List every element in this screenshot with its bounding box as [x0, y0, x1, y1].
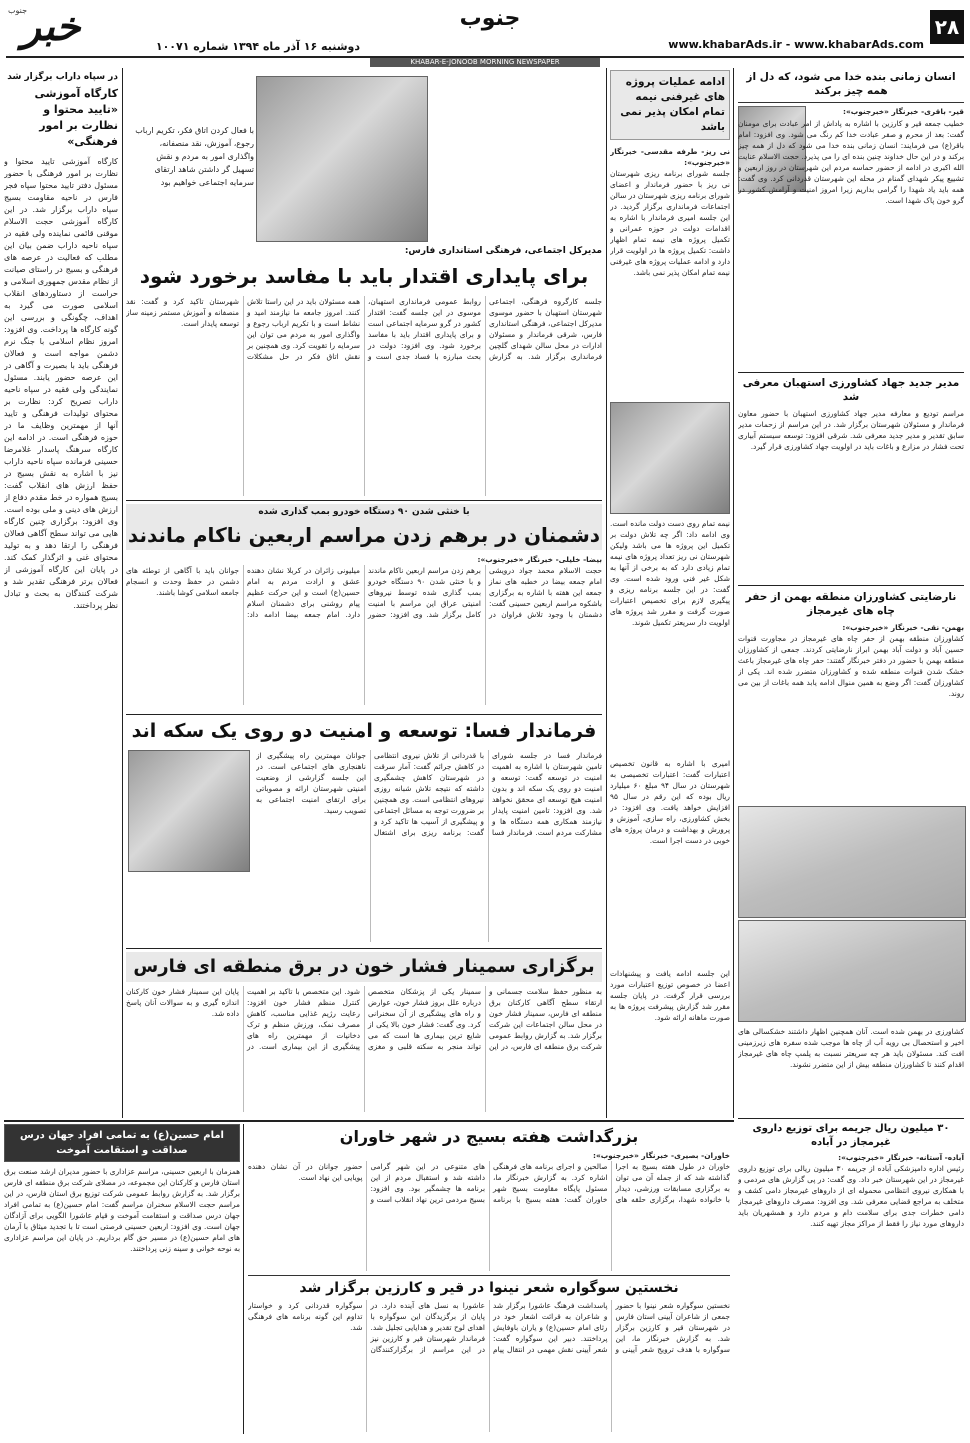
left-title: کارگاه آموزشی «تایید محتوا و نظارت بر امور فرهنگی»: [34, 87, 118, 148]
divider: [738, 585, 964, 586]
right-article-4: [738, 1122, 964, 1434]
website-line: www.khabarAds.ir - www.khabarAds.com: [668, 38, 924, 51]
right-article-2-title: مدیر جدید جهاد کشاورزی استهبان معرفی شد: [742, 377, 960, 403]
divider: [738, 372, 964, 373]
right-article-3-lead: بهمن- نقی- خبرنگار «خبرجنوب»:: [842, 623, 964, 632]
bottom-left-article: [4, 1124, 240, 1434]
bottom-mid-title: بزرگداشت هفته بسیج در شهر خاوران: [339, 1127, 639, 1146]
col-divider: [243, 1124, 244, 1434]
right-article-3-title: نارضایتی کشاورزان منطقه بهمن از حفر چاه های غیرمجاز: [745, 591, 957, 617]
col-divider: [733, 68, 734, 1118]
masthead-logo: [6, 4, 96, 58]
bottom-mid-body-2: نخستین سوگواره شعر نینوا با حضور جمعی از شاعران آیینی استان فارس در شهرستان قیر و کارزین برگزار شد. به گزارش خبرنگار ما، این سوگواره با هدف ترویج شعر آیینی و پاسداشت فرهنگ عاشورا برگزار شد و شاعران به قرائت اشعار خود در رثای امام حسین(ع) و یاران باوفایش پرداختند. دبیر این سوگواره گفت: شعر آیینی نقش مهمی در انتقال پیام عاشورا به نسل های آینده دارد. در پایان از برگزیدگان این سوگواره با اهدای لوح تقدیر و هدایایی تجلیل شد. فرماندار شهرستان قیر و کارزین نیز در این مراسم از برگزارکنندگان سوگواره قدردانی کرد و خواستار تداوم این گونه برنامه های فرهنگی شد.: [248, 1301, 730, 1354]
divider: [126, 948, 602, 949]
story-2-kicker-band: [126, 504, 602, 520]
right-article-4-title: ۳۰ میلیون ریال جریمه برای توزیع داروی غیرمجاز در آباده: [752, 1123, 950, 1148]
header: [0, 0, 970, 66]
divider: [126, 500, 602, 501]
official-photo: [256, 76, 428, 242]
right-article-2: [738, 376, 964, 491]
story-3: [126, 716, 602, 946]
right-article-1-title: انسان زمانی بنده خدا می شود، که دل از همه چیز برکند: [738, 70, 964, 103]
col2-body3: امیری با اشاره به قانون تخصیص اعتبارات گفت: اعتبارات تخصیصی به شهرستان در سال ۹۴ مبلغ ۶۰ میلیارد ریال بوده که این رقم در سال ۹۵ افزایش خواهد یافت. وی افزود: در بخش کشاورزی، راه سازی، آموزش و پرورش و بهداشت و درمان پروژه های خوبی در دست اجرا است.: [610, 759, 730, 845]
right-article-1-body: خطیب جمعه قیر و کارزین با اشاره به پاداش از امر عبادت برای مومنان گفت: بعد از محرم و صفر عبادت خدا کم رنگ می شود. وی افزود: امام باقر(ع) می فرمایند: انسان زمانی بنده خدا می شود که دل از همه چیز برکند و در این حال خداوند چنین بنده ای را می پذیرد. حجت الاسلام عنایت الله اکبری در ادامه از حضور حماسه مردم این شهرستان در روز اربعین و تشییع پیکر شهدای گمنام در محله این شهرستان قدردانی کرد. وی گفت: همه باید یاد شهدا را گرامی بداریم زیرا امروز امنیت و آرامش کشور در گرو خون پاک شهدا است.: [738, 119, 964, 205]
bottom-left-title-box: [4, 1124, 240, 1162]
story-4: [126, 952, 602, 1118]
story-2-kicker: با خنثی شدن ۹۰ دستگاه خودرو بمب گذاری شده: [258, 507, 470, 517]
right-article-3-body2: کشاورزی در بهمن شده است. آنان همچنین اظهار داشتند خشکسالی های اخیر و استحصال بی رویه آب از چاه ها موجب شده سفره های زیرزمینی افت کند. مسئولان باید هر چه سریعتر نسبت به پلمپ چاه های غیرمجاز اقدام کنند تا کشاورزان منطقه بیش از این متضرر نشوند.: [738, 1027, 964, 1069]
date-line: دوشنبه ۱۶ آذر ماه ۱۳۹۴ شماره ۱۰۰۷۱: [155, 40, 360, 53]
governor-photo: [610, 402, 730, 514]
farm-photo-1: [738, 806, 966, 918]
story-3-headline: فرماندار فسا: توسعه و امنیت دو روی یک سکه اند: [131, 720, 597, 742]
page-number: ۲۸: [930, 10, 964, 44]
lead-body: جلسه کارگروه فرهنگی، اجتماعی شهرستان استهبان با حضور موسوی مدیرکل اجتماعی، فرهنگی استانداری فارس، شرقی فرماندار و مسئولان ادارات در محل سالن شهدای گلچین فرمانداری برگزار شد. به گزارش روابط عمومی فرمانداری استهبان، موسوی در این جلسه گفت: اقتدار کشور در گرو سرمایه اجتماعی است و برای پایداری اقتدار باید با مفاسد برخورد شود. وی افزود: دولت در بحث مبارزه با فساد جدی است و همه مسئولان باید در این راستا تلاش کنند. امروز جامعه ما نیازمند امید و نشاط است و با تکریم ارباب رجوع و واگذاری امور به مردم می توان این سرمایه را تقویت کرد. وی همچنین بر نقش اتاق فکر در حل مشکلات شهرستان تاکید کرد و گفت: نقد منصفانه و آموزش مستمر زمینه ساز توسعه پایدار است.: [126, 297, 602, 361]
bottom-mid-lead: خاوران- بصیری- خبرنگار «خبرجنوب»:: [593, 1151, 730, 1160]
col2-body2: نیمه تمام روی دست دولت مانده است. وی ادامه داد: اگر چه تلاش دولت بر تکمیل این پروژه ها می باشد ولیکن شهرستان نی ریز تعداد پروژه های نیمه تمام زیادی دارد که به برخی از آنها به شکل غیر فنی ورود شده است. وی گفت: در این جلسه برنامه ریزی و پیگیری لازم برای تخصیص اعتبارات صورت گرفت و مقرر شد پروژه های اولویت دار سریعتر تکمیل شوند.: [610, 519, 730, 627]
col-divider: [606, 68, 607, 1118]
col2-body4: این جلسه ادامه یافت و پیشنهادات اعضا در خصوص توزیع اعتبارات مورد بررسی قرار گرفت. در پایان جلسه مقرر شد گزارش پیشرفت پروژه ها به صورت ماهانه ارائه شود.: [610, 969, 730, 1022]
right-article-1-lead: قیر- باقری- خبرنگار «خبرجنوب»:: [843, 107, 964, 116]
left-body: کارگاه آموزشی تایید محتوا و نظارت بر امور فرهنگی با حضور مسئول دفتر تایید محتوا سپاه فجر فارس در ناحیه مقاومت بسیج سپاه داراب برگزار شد. در این کارگاه آموزشی حجت الاسلام موقنی قائمی نماینده ولی فقیه در سپاه ناحیه داراب ضمن بیان این مطلب که فعالیت در عرصه های فرهنگی و بسیج در راستای صیانت از نظام مقدس جمهوری اسلامی و حراست از دستاوردهای انقلاب اسلامی صورت می گیرد به اهداف، چگونگی و بررسی این گونه کارگاه ها پرداخت. وی افزود: امروز نظام اسلامی با جنگ نرم دشمن مواجه است و فعالان فرهنگی باید با بصیرت و آگاهی در این عرصه حضور یابند. مسئول نمایندگی ولی فقیه در سپاه ناحیه داراب تصریح کرد: نظارت بر محتوای تولیدات فرهنگی و تایید آنها از مهمترین وظایف ما در حوزه فرهنگی است. در ادامه این کارگاه سرهنگ پاسدار غلامرضا حسینی فرمانده سپاه ناحیه داراب نیز با اشاره به نقش بسیج در حفظ ارزش های انقلاب گفت: بسیج همواره در خط مقدم دفاع از ارزش های دینی و ملی بوده است. وی افزود: برگزاری چنین کارگاه هایی می تواند سطح آگاهی فعالان فرهنگی را ارتقا دهد و به تولید محتوای غنی و اثرگذار کمک کند. در پایان این کارگاه آموزشی از فعالان برتر فرهنگی تقدیر شد و شرکت کنندگان به بحث و تبادل نظر پرداختند.: [4, 157, 118, 610]
story-4-body: به منظور حفظ سلامت جسمانی و ارتقاء سطح آگاهی کارکنان برق منطقه ای فارس، سمینار فشار خون در محل سالن اجتماعات این شرکت برگزار شد. به گزارش روابط عمومی شرکت برق منطقه ای فارس، در این سمینار یکی از پزشکان متخصص درباره علل بروز فشار خون، عوارض و راه های پیشگیری از آن سخنرانی کرد. وی گفت: فشار خون بالا یکی از شایع ترین بیماری ها است که می تواند منجر به سکته قلبی و مغزی شود. این متخصص با تاکید بر اهمیت کنترل منظم فشار خون افزود: رعایت رژیم غذایی مناسب، کاهش مصرف نمک، ورزش منظم و ترک دخانیات از مهمترین راه های پیشگیری از این بیماری است. در پایان این سمینار فشار خون کارکنان اندازه گیری و به سوالات آنان پاسخ داده شد.: [126, 987, 602, 1051]
bottom-mid-title-2: نخستین سوگواره شعر نینوا در قیر و کارزین برگزار شد: [248, 1275, 730, 1300]
bottom-rule: [4, 1120, 734, 1122]
story-2-body: حجت الاسلام محمد جواد درویشی امام جمعه بیضا در خطبه های نماز جمعه این هفته با اشاره به برگزاری باشکوه مراسم اربعین حسینی گفت: دشمنان با وجود تلاش فراوان در برهم زدن مراسم اربعین ناکام ماندند و با خنثی شدن ۹۰ دستگاه خودرو بمب گذاری شده توسط نیروهای امنیتی عراق این مراسم با امنیت کامل برگزار شد. وی افزود: حضور میلیونی زائران در کربلا نشان دهنده عشق و ارادت مردم به امام حسین(ع) است و این حرکت عظیم پیام روشنی برای دشمنان اسلام دارد. امام جمعه بیضا ادامه داد: جوانان باید با آگاهی از توطئه های دشمن در حفظ وحدت و انسجام جامعه اسلامی کوشا باشند.: [126, 566, 602, 619]
story-2: [126, 504, 602, 712]
col2-article: [610, 70, 730, 1115]
bottom-mid-article: [248, 1124, 730, 1434]
bottom-left-title: امام حسین(ع) به تمامی افراد جهان درس صداقت و استقامت آموخت: [20, 1130, 224, 1156]
right-article-1: [738, 70, 964, 295]
right-article-4-lead: آباده- آستانه- خبرنگار «خبرجنوب»:: [838, 1153, 964, 1162]
bottom-left-body: همزمان با اربعین حسینی، مراسم عزاداری با حضور مدیران ارشد صنعت برق استان فارس و کارکنان این مجموعه، در مصلای شرکت برق منطقه ای فارس برگزار شد. به گزارش روابط عمومی شرکت توزیع برق استان فارس، در این مراسم حجت الاسلام سخنران مراسم گفت: امام حسین(ع) به تمامی افراد جهان درس صداقت و استقامت آموخت و قیام عاشورا الگویی برای آزادگان جهان است. وی افزود: اربعین حسینی فرصتی است تا با تجدید میثاق با آرمان های امام حسین(ع) در مسیر حق گام برداریم. در پایان این مراسم عزاداری به نوحه خوانی و سینه زنی پرداختند.: [4, 1167, 240, 1253]
lead-kicker: مدیرکل اجتماعی، فرهنگی استانداری فارس:: [404, 246, 602, 256]
story-2-lead: بیضا- خلیلی- خبرنگار «خبرجنوب»:: [477, 555, 602, 564]
masthead-title: خبر: [21, 3, 81, 50]
right-article-2-body: مراسم تودیع و معارفه مدیر جهاد کشاورزی استهبان با حضور معاون فرماندار و مسئولان شهرستان برگزار شد. در این مراسم از زحمات مدیر سابق تقدیر و مدیر جدید معرفی شد. شرقی افزود: توسعه سیستم آبیاری تحت فشار در مزارع و باغات باید در اولویت جهاد کشاورزی قرار گیرد.: [738, 409, 964, 451]
col2-lead: نی ریز- طرفه مقدسی- خبرنگار «خبرجنوب»:: [610, 147, 730, 167]
col2-headline: ادامه عملیات پروژه های غیرفنی نیمه تمام امکان پذیر نمی باشد: [620, 76, 725, 133]
lead-story: [126, 70, 602, 500]
bottom-mid-body: خاوران در طول هفته بسیج به اجرا گذاشته شد که از جمله آن می توان به برگزاری مسابقات ورزشی، دیدار با خانواده شهدا، برگزاری حلقه های صالحین و اجرای برنامه های فرهنگی اشاره کرد. به گزارش خبرنگار ما، مسئول پایگاه مقاومت بسیج شهر خاوران گفت: هفته بسیج با برنامه های متنوعی در این شهر گرامی داشته شد و استقبال مردم از این برنامه ها چشمگیر بود. وی افزود: بسیج مردمی ترین نهاد انقلاب است و حضور جوانان در آن نشان دهنده پویایی این نهاد است.: [248, 1162, 730, 1204]
col2-headline-box: [610, 70, 730, 140]
col2-body: جلسه شورای برنامه ریزی شهرستان نی ریز با حضور فرماندار و اعضای شورای برنامه ریزی شهرستان در سالن اجتماعات فرمانداری برگزار گردید. در این جلسه امیری فرماندار با اشاره به اقدامات دولت در حوزه عمرانی و تکمیل پروژه های نیمه تمام اظهار داشت: تکمیل پروژه ها در اولویت قرار دارد و ادامه عملیات پروژه های غیرفنی نیمه تمام امکان پذیر نمی باشد.: [610, 169, 730, 277]
right-article-4-body: رئیس اداره دامپزشکی آباده از جریمه ۳۰ میلیون ریالی برای توزیع داروی غیرمجاز در این شهرستان خبر داد. وی گفت: در پی گزارش های مردمی و با همکاری نیروی انتظامی محموله ای از داروهای غیرمجاز دامی کشف و متخلف به مراجع قضایی معرفی شد. وی افزود: مصرف داروهای غیرمجاز دامی خطرات جدی برای سلامت دام و مردم دارد و همشهریان باید داروهای مورد نیاز را فقط از مراکز مجاز تهیه کنند.: [738, 1164, 964, 1228]
masthead-sub: جنوب: [8, 6, 28, 15]
lead-pull-quote: با فعال کردن اتاق فکر، تکریم ارباب رجوع، آموزش، نقد منصفانه، واگذاری امور به مردم و نقش تسهیل گر داشتن شاهد ارتقای سرمایه اجتماعی خواهیم بود: [135, 126, 254, 187]
story-3-body: فرماندار فسا در جلسه شورای تامین شهرستان با اشاره به اهمیت امنیت در توسعه گفت: توسعه و امنیت دو روی یک سکه اند و بدون امنیت هیچ توسعه ای محقق نخواهد شد. وی افزود: تامین امنیت پایدار نیازمند همکاری همه دستگاه ها و مشارکت مردم است. فرماندار فسا با قدردانی از تلاش نیروی انتظامی در کاهش جرائم گفت: آمار سرقت در شهرستان کاهش چشمگیری داشته که نتیجه تلاش شبانه روزی نیروهای انتظامی است. وی همچنین بر ضرورت توجه به مسائل اجتماعی و پیشگیری از آسیب ها تاکید کرد و گفت: برنامه ریزی برای اشتغال جوانان مهمترین راه پیشگیری از ناهنجاری های اجتماعی است. در این جلسه گزارشی از وضعیت امنیتی شهرستان ارائه و مصوباتی برای ارتقای امنیت اجتماعی به تصویب رسید.: [256, 751, 602, 837]
section-name: جنوب: [459, 6, 521, 31]
fasa-governor-photo: [128, 750, 250, 872]
latin-title-band: KHABAR-E-JONOOB MORNING NEWSPAPER: [370, 58, 600, 67]
divider: [738, 1118, 964, 1119]
right-article-3-body: کشاورزان منطقه بهمن از حفر چاه های غیرمجاز در مجاورت قنوات حسین آباد و دولت آباد بهمن ابراز نارضایتی کردند. جمعی از کشاورزان منطقه بهمن با حضور در دفتر خبرنگار گفتند: حفر چاه های غیرمجاز باعث خشک شدن قنوات منطقه شده و کشاورزان متضرر شده اند. یکی از کشاورزان گفت: اگر وضع به همین منوال ادامه یابد همه باغات از بین می روند.: [738, 634, 964, 698]
farm-photo-2: [738, 920, 966, 1022]
left-article: [4, 72, 118, 1112]
story-2-headline: دشمنان در برهم زدن مراسم اربعین ناکام ماندند: [126, 520, 602, 550]
lead-headline: برای پایداری اقتدار باید با مفاسد برخورد شود: [139, 264, 589, 288]
divider: [126, 714, 602, 715]
right-article-3: [738, 590, 964, 1110]
col-divider: [122, 68, 123, 1118]
left-title-top: در سپاه داراب برگزار شد: [7, 72, 118, 82]
story-4-headline: برگزاری سمینار فشار خون در برق منطقه ای فارس: [126, 952, 602, 982]
